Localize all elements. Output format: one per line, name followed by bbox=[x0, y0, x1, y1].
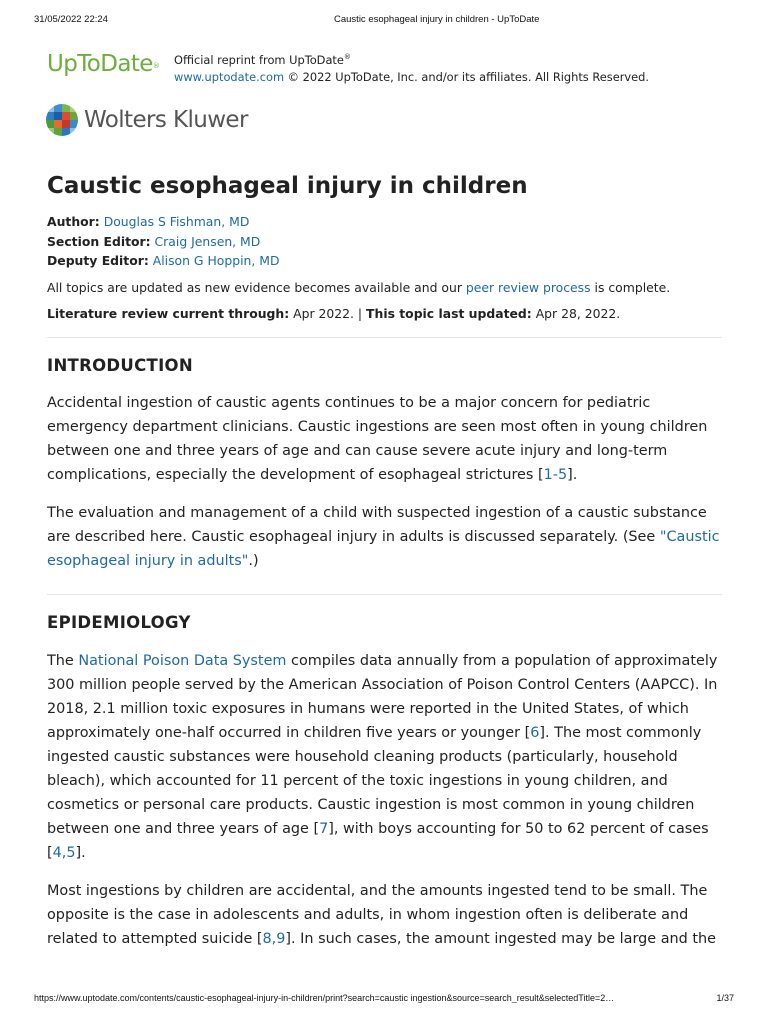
npds-link[interactable]: National Poison Data System bbox=[78, 652, 287, 669]
reprint-notice: Official reprint from UpToDate® www.uptodate.com © 2022 UpToDate, Inc. and/or its affiliates. All Rights Reserved. bbox=[174, 52, 650, 84]
divider bbox=[47, 337, 722, 338]
section-editor-row: Section Editor: Craig Jensen, MD bbox=[47, 233, 261, 249]
epidemiology-paragraph-2: Most ingestions by children are accidental, and the amounts ingested tend to be small. The opposite is the case in adolescents and adults, in whom ingestion often is deliberate and related to attempted suicide [8,9]. In such cases, the amount ingested may be large and the bbox=[47, 882, 716, 947]
divider bbox=[47, 594, 722, 595]
uptodate-logo: UpToDate® bbox=[47, 51, 160, 77]
author-link[interactable]: Douglas S Fishman, MD bbox=[103, 214, 250, 229]
print-title: Caustic esophageal injury in children - UpToDate bbox=[334, 14, 540, 25]
reference-link[interactable]: 4,5 bbox=[52, 844, 76, 861]
reprint-line: Official reprint from UpToDate bbox=[174, 52, 344, 67]
uptodate-site-link[interactable]: www.uptodate.com bbox=[174, 69, 285, 84]
epidemiology-paragraph-1: The National Poison Data System compiles data annually from a population of approximately 300 million people served by the American Association of Poison Control Centers (AAPCC). In 2018, 2.1 million toxic exposures in humans were reported in the United States, of which approximately one-half occurred in children five years or younger [6]. The most commonly ingested caustic substances were household cleaning products (particularly, household bleach), which accounted for 11 percent of the toxic ingestions in young children, and cosmetics or personal care products. Caustic ingestion is most common in young children between one and three years of age [7], with boys accounting for 50 to 62 percent of cases [4,5]. bbox=[47, 652, 718, 861]
adults-topic-link[interactable]: "Caustic esophageal injury in adults" bbox=[47, 528, 720, 569]
publisher-name: Wolters Kluwer bbox=[84, 107, 248, 133]
print-header bbox=[34, 14, 734, 25]
reference-link[interactable]: 1-5 bbox=[543, 466, 568, 483]
intro-paragraph-1: Accidental ingestion of caustic agents continues to be a major concern for pediatric emergency department clinicians. Caustic ingestions are seen most often in young children between one and three years of age and can cause severe acute injury and long-term complications, especially the development of esophageal strictures [1-5]. bbox=[47, 394, 708, 483]
wolters-kluwer-icon bbox=[46, 104, 78, 136]
author-block bbox=[47, 212, 722, 271]
reference-link[interactable]: 8,9 bbox=[262, 930, 286, 947]
print-footer bbox=[34, 993, 734, 1003]
reference-link[interactable]: 7 bbox=[319, 820, 329, 837]
reference-link[interactable]: 6 bbox=[530, 724, 540, 741]
section-editor-link[interactable]: Craig Jensen, MD bbox=[154, 233, 261, 249]
print-date: 31/05/2022 22:24 bbox=[34, 14, 108, 25]
deputy-editor-row: Deputy Editor: Alison G Hoppin, MD bbox=[47, 253, 280, 268]
update-note: All topics are updated as new evidence becomes available and our peer review process is complete. bbox=[47, 279, 671, 295]
article bbox=[47, 170, 722, 951]
publisher-logo bbox=[46, 104, 248, 136]
section-heading-introduction: INTRODUCTION bbox=[47, 355, 193, 375]
page-title: Caustic esophageal injury in children bbox=[47, 173, 528, 199]
review-dates: Literature review current through: Apr 2022. | This topic last updated: Apr 28, 2022. bbox=[47, 305, 621, 321]
deputy-editor-link[interactable]: Alison G Hoppin, MD bbox=[152, 253, 280, 268]
peer-review-link[interactable]: peer review process bbox=[465, 279, 591, 295]
intro-paragraph-2: The evaluation and management of a child with suspected ingestion of a caustic substance are described here. Caustic esophageal injury in adults is discussed separately. (See "Caustic esophageal injury in adults".) bbox=[47, 504, 720, 569]
author-row: Author: Douglas S Fishman, MD bbox=[47, 214, 250, 229]
brand-header bbox=[47, 49, 738, 86]
copyright-text: © 2022 UpToDate, Inc. and/or its affiliates. All Rights Reserved. bbox=[284, 69, 650, 84]
print-url: https://www.uptodate.com/contents/caustic-esophageal-injury-in-children/print?search=caustic ingestion&source=search_result&selectedTitle=2… bbox=[34, 993, 615, 1003]
page-number: 1/37 bbox=[716, 993, 734, 1003]
section-heading-epidemiology: EPIDEMIOLOGY bbox=[47, 612, 191, 632]
